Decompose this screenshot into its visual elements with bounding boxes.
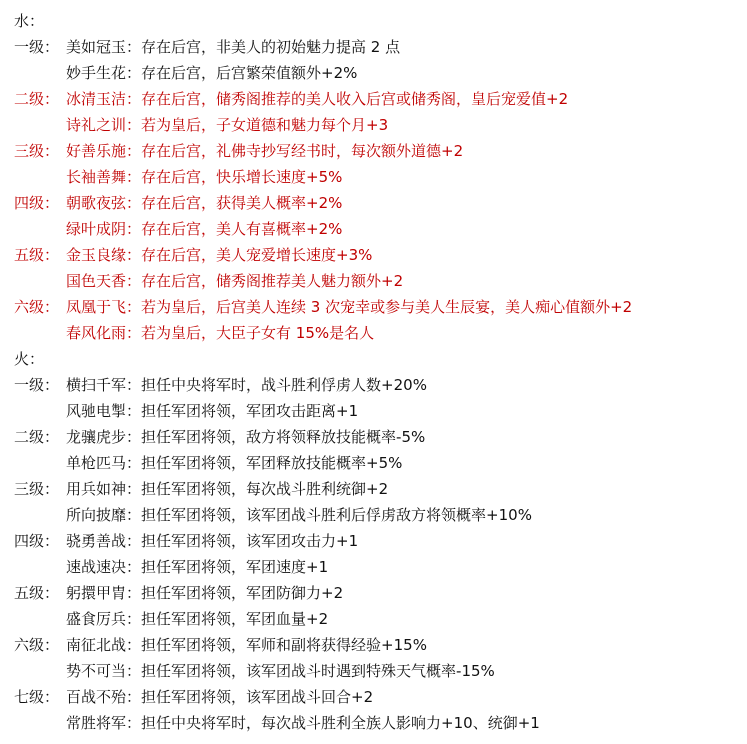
skill-name: 诗礼之训 (66, 116, 127, 134)
skill-name: 用兵如神 (66, 480, 127, 498)
skill-description: 担任军团将领，该军团战斗回合+2 (141, 688, 374, 706)
skill-description: 若为皇后，后宫美人连续 3 次宠幸或参与美人生辰宴，美人痴心值额外+2 (141, 298, 633, 316)
skill-description: 若为皇后，子女道德和魅力每个月+3 (141, 116, 389, 134)
skill-name: 骁勇善战 (66, 532, 127, 550)
skill-description: 担任军团将领，每次战斗胜利统御+2 (141, 480, 389, 498)
skill-separator: ： (126, 688, 142, 706)
skill-level: 二级： (14, 90, 60, 108)
skill-description: 存在后宫，后宫繁荣值额外+2% (141, 64, 358, 82)
skill-separator: ： (126, 142, 142, 160)
skill-separator: ： (126, 558, 142, 576)
skill-row (14, 138, 737, 164)
skill-description: 存在后宫，获得美人概率+2% (141, 194, 343, 212)
skill-description: 担任军团将领，该军团战斗胜利后俘虏敌方将领概率+10% (141, 506, 532, 524)
skill-description: 担任军团将领，军团血量+2 (141, 610, 329, 628)
skill-description: 存在后宫，非美人的初始魅力提高 2 点 (141, 38, 401, 56)
skill-name: 长袖善舞 (66, 168, 127, 186)
skill-description: 存在后宫，储秀阁推荐美人魅力额外+2 (141, 272, 404, 290)
skill-row (14, 320, 737, 346)
skill-description: 存在后宫，美人宠爱增长速度+3% (141, 246, 373, 264)
skill-name: 国色天香 (66, 272, 127, 290)
skill-separator: ： (126, 428, 142, 446)
skill-row (14, 424, 737, 450)
skill-row (14, 268, 737, 294)
skill-row (14, 658, 737, 684)
skill-name: 绿叶成阴 (66, 220, 127, 238)
skill-row (14, 164, 737, 190)
skill-row (14, 216, 737, 242)
skill-row (14, 502, 737, 528)
skill-description: 存在后宫，美人有喜概率+2% (141, 220, 343, 238)
skill-separator: ： (126, 168, 142, 186)
skill-separator: ： (126, 480, 142, 498)
skill-row (14, 294, 737, 320)
skill-separator: ： (126, 38, 142, 56)
skill-level: 三级： (14, 142, 60, 160)
skill-name: 盛食厉兵 (66, 610, 127, 628)
skill-separator: ： (126, 454, 142, 472)
skill-name: 妙手生花 (66, 64, 127, 82)
skill-separator: ： (126, 220, 142, 238)
skill-name: 躬擐甲胄 (66, 584, 127, 602)
skill-level: 一级： (14, 38, 60, 56)
skill-row (14, 554, 737, 580)
skill-description: 担任军团将领，敌方将领释放技能概率-5% (141, 428, 426, 446)
skill-row (14, 398, 737, 424)
skill-name: 所向披靡 (66, 506, 127, 524)
skill-level: 六级： (14, 636, 60, 654)
skill-level: 七级： (14, 688, 60, 706)
skill-name: 横扫千军 (66, 376, 127, 394)
skill-name: 春风化雨 (66, 324, 127, 342)
skill-row (14, 632, 737, 658)
skill-separator: ： (126, 402, 142, 420)
skill-row (14, 242, 737, 268)
skill-row (14, 528, 737, 554)
skill-description: 存在后宫，礼佛寺抄写经书时，每次额外道德+2 (141, 142, 464, 160)
skill-row (14, 86, 737, 112)
skill-name: 单枪匹马 (66, 454, 127, 472)
skill-row (14, 34, 737, 60)
skill-row (14, 60, 737, 86)
skill-description: 担任军团将领，军团防御力+2 (141, 584, 344, 602)
skill-level: 四级： (14, 194, 60, 212)
skill-name: 百战不殆 (66, 688, 127, 706)
document-body (14, 8, 737, 736)
section-heading: 火： (14, 350, 45, 368)
skill-description: 担任军团将领，该军团攻击力+1 (141, 532, 359, 550)
skill-description: 存在后宫，快乐增长速度+5% (141, 168, 343, 186)
skill-description: 担任军团将领，军团速度+1 (141, 558, 329, 576)
skill-name: 龙骧虎步 (66, 428, 127, 446)
skill-row (14, 190, 737, 216)
skill-description: 担任军团将领，该军团战斗时遇到特殊天气概率-15% (141, 662, 495, 680)
skill-separator: ： (126, 116, 142, 134)
skill-separator: ： (126, 532, 142, 550)
skill-separator: ： (126, 584, 142, 602)
section-heading: 水： (14, 12, 45, 30)
skill-level: 四级： (14, 532, 60, 550)
skill-name: 好善乐施 (66, 142, 127, 160)
skill-row (14, 684, 737, 710)
skill-separator: ： (126, 194, 142, 212)
skill-level: 三级： (14, 480, 60, 498)
skill-level: 五级： (14, 246, 60, 264)
skill-description: 存在后宫，储秀阁推荐的美人收入后宫或储秀阁，皇后宠爱值+2 (141, 90, 569, 108)
skill-level: 五级： (14, 584, 60, 602)
skill-separator: ： (126, 298, 142, 316)
skill-level: 一级： (14, 376, 60, 394)
skill-separator: ： (126, 90, 142, 108)
skill-separator: ： (126, 610, 142, 628)
skill-row (14, 710, 737, 736)
skill-name: 风驰电掣 (66, 402, 127, 420)
skill-description: 担任军团将领，军团释放技能概率+5% (141, 454, 403, 472)
skill-separator: ： (126, 324, 142, 342)
skill-name: 朝歌夜弦 (66, 194, 127, 212)
skill-name: 速战速决 (66, 558, 127, 576)
skill-row (14, 372, 737, 398)
skill-row (14, 476, 737, 502)
skill-row (14, 112, 737, 138)
skill-separator: ： (126, 662, 142, 680)
skill-row (14, 606, 737, 632)
skill-level: 六级： (14, 298, 60, 316)
skill-description: 若为皇后，大臣子女有 15%是名人 (141, 324, 375, 342)
skill-description: 担任军团将领，军师和副将获得经验+15% (141, 636, 427, 654)
skill-level: 二级： (14, 428, 60, 446)
skill-name: 常胜将军 (66, 714, 127, 732)
skill-name: 冰清玉洁 (66, 90, 127, 108)
skill-name: 金玉良缘 (66, 246, 127, 264)
skill-description: 担任中央将军时，每次战斗胜利全族人影响力+10、统御+1 (141, 714, 540, 732)
skill-separator: ： (126, 64, 142, 82)
skill-separator: ： (126, 246, 142, 264)
skill-separator: ： (126, 506, 142, 524)
skill-name: 凤凰于飞 (66, 298, 127, 316)
skill-separator: ： (126, 376, 142, 394)
skill-separator: ： (126, 636, 142, 654)
skill-separator: ： (126, 714, 142, 732)
skill-description: 担任中央将军时，战斗胜利俘虏人数+20% (141, 376, 427, 394)
skill-description: 担任军团将领，军团攻击距离+1 (141, 402, 359, 420)
skill-name: 美如冠玉 (66, 38, 127, 56)
skill-name: 势不可当 (66, 662, 127, 680)
skill-row (14, 580, 737, 606)
skill-name: 南征北战 (66, 636, 127, 654)
skill-row (14, 450, 737, 476)
skill-separator: ： (126, 272, 142, 290)
